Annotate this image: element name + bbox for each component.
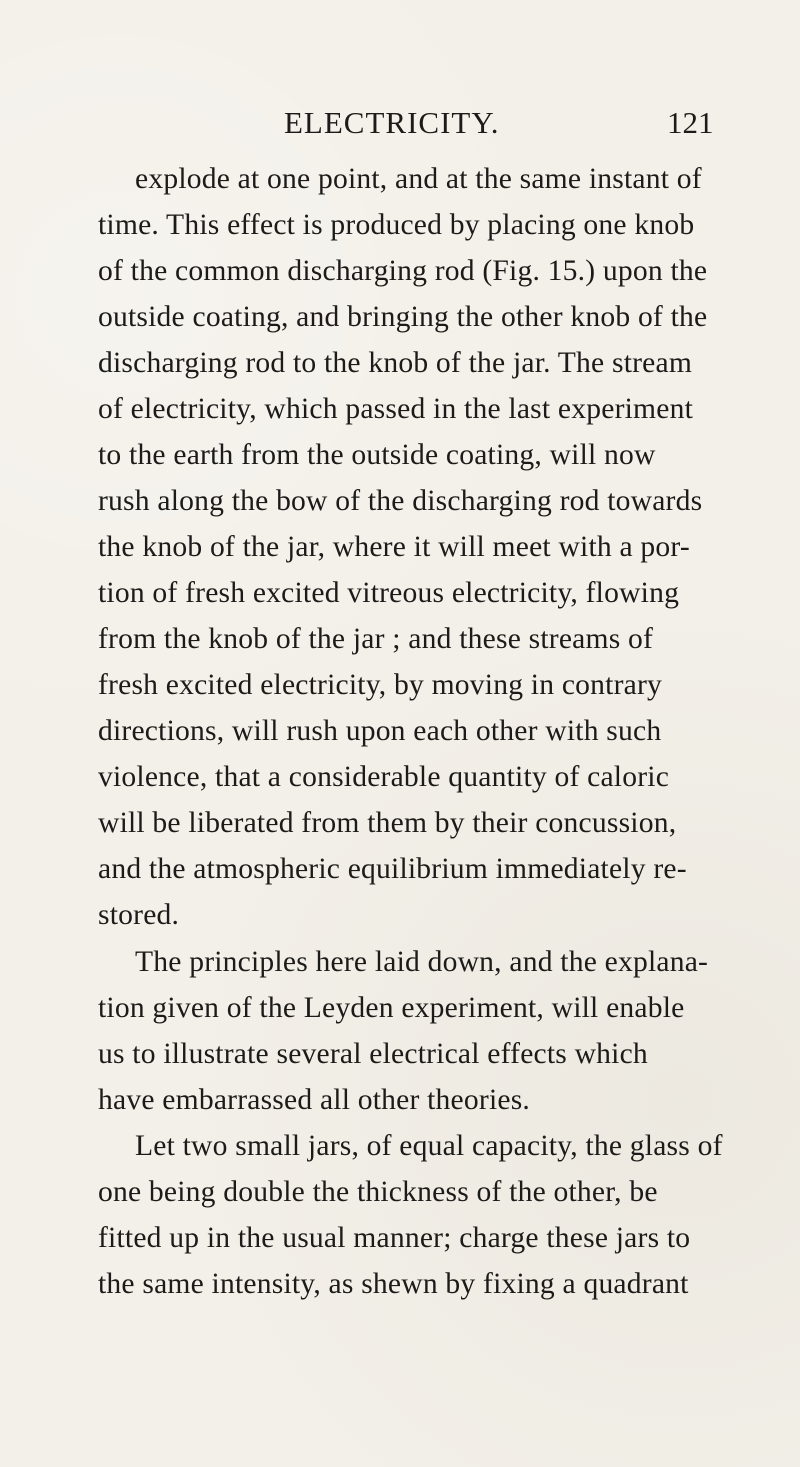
- text-line-4: outside coating, and bringing the other knob of the: [98, 301, 708, 333]
- text-line-21: have embarrassed all other theories.: [98, 1084, 531, 1116]
- text-line-6: of electricity, which passed in the last experiment: [98, 393, 694, 425]
- text-line-22: Let two small jars, of equal capacity, the glass of: [135, 1130, 723, 1162]
- text-line-5: discharging rod to the knob of the jar. The stream: [98, 347, 693, 379]
- page-header: [0, 101, 800, 145]
- text-line-1: explode at one point, and at the same instant of: [135, 163, 702, 195]
- page-number: 121: [667, 105, 714, 140]
- text-line-24: fitted up in the usual manner; charge these jars to: [98, 1222, 691, 1254]
- text-line-10: tion of fresh excited vitreous electricity, flowing: [98, 577, 680, 609]
- text-line-23: one being double the thickness of the other, be: [98, 1176, 658, 1208]
- text-line-16: and the atmospheric equilibrium immediately re-: [98, 853, 687, 885]
- text-line-18: The principles here laid down, and the explana-: [135, 946, 709, 978]
- text-line-7: to the earth from the outside coating, will now: [98, 439, 656, 471]
- running-head: ELECTRICITY.: [284, 105, 500, 140]
- text-line-9: the knob of the jar, where it will meet with a por-: [98, 531, 690, 563]
- text-line-13: directions, will rush upon each other with such: [98, 715, 662, 747]
- text-line-14: violence, that a considerable quantity of caloric: [98, 761, 670, 793]
- text-line-17: stored.: [98, 899, 180, 931]
- text-line-2: time. This effect is produced by placing one knob: [98, 209, 695, 241]
- text-line-3: of the common discharging rod (Fig. 15.) upon the: [98, 255, 708, 287]
- text-line-20: us to illustrate several electrical effects which: [98, 1038, 648, 1070]
- text-line-15: will be liberated from them by their concussion,: [98, 807, 677, 839]
- text-line-8: rush along the bow of the discharging rod towards: [98, 485, 703, 517]
- text-line-11: from the knob of the jar ; and these streams of: [98, 623, 654, 655]
- text-line-19: tion given of the Leyden experiment, will enable: [98, 992, 685, 1024]
- text-line-25: the same intensity, as shewn by fixing a quadrant: [98, 1268, 689, 1300]
- text-line-12: fresh excited electricity, by moving in contrary: [98, 669, 663, 701]
